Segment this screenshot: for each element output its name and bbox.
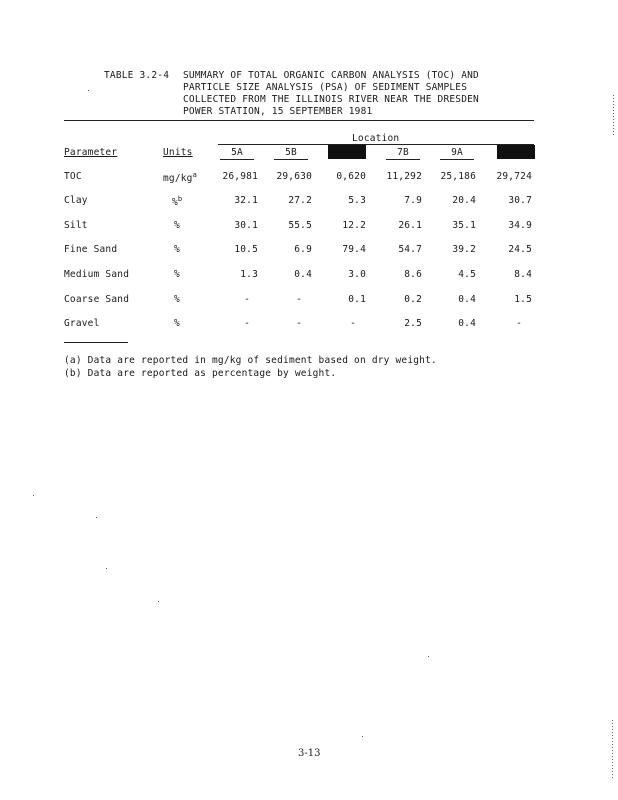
table-title-line-3: COLLECTED FROM THE ILLINOIS RIVER NEAR THE DRESDEN	[183, 94, 479, 105]
row-fine-sand-v2: 6.9	[294, 244, 312, 255]
row-coarse-sand-v6: 1.5	[514, 294, 532, 305]
table-label: TABLE 3.2-4	[104, 70, 170, 81]
row-fine-sand-v3: 79.4	[342, 244, 366, 255]
row-medium-sand-param: Medium Sand	[64, 269, 130, 280]
row-coarse-sand-v3: 0.1	[348, 294, 366, 305]
row-toc-unit-sup: a	[192, 171, 198, 179]
row-toc-v5: 25,186	[440, 171, 476, 182]
row-fine-sand-v4: 54.7	[398, 244, 422, 255]
row-toc-v6: 29,724	[496, 171, 532, 182]
table-title-line-4: POWER STATION, 15 SEPTEMBER 1981	[183, 106, 373, 117]
row-silt-v2: 55.5	[288, 220, 312, 231]
row-fine-sand-v6: 24.5	[508, 244, 532, 255]
page-number: 3-13	[298, 748, 321, 759]
col-header-location-2: 5B	[285, 147, 297, 158]
row-toc-param: TOC	[64, 171, 82, 182]
row-coarse-sand-v5: 0.4	[458, 294, 476, 305]
col-header-parameter: Parameter	[64, 147, 118, 158]
row-gravel-unit: %	[174, 318, 180, 329]
row-coarse-sand-unit: %	[174, 294, 180, 305]
row-silt-v1: 30.1	[234, 220, 258, 231]
col-underline-2	[274, 159, 308, 160]
row-gravel-v2: -	[296, 318, 302, 329]
col-underline-4	[386, 159, 420, 160]
row-medium-sand-v3: 3.0	[348, 269, 366, 280]
row-fine-sand-v5: 39.2	[452, 244, 476, 255]
row-silt-v3: 12.2	[342, 220, 366, 231]
row-silt-v5: 35.1	[452, 220, 476, 231]
row-gravel-param: Gravel	[64, 318, 100, 329]
row-clay-v4: 7.9	[404, 195, 422, 206]
row-silt-unit: %	[174, 220, 180, 231]
scan-speck	[96, 517, 97, 518]
row-coarse-sand-param: Coarse Sand	[64, 294, 130, 305]
row-gravel-v4: 2.5	[404, 318, 422, 329]
row-fine-sand-param: Fine Sand	[64, 244, 118, 255]
scan-speck	[33, 495, 34, 496]
footnote-a: (a) Data are reported in mg/kg of sediment based on dry weight.	[64, 355, 437, 366]
location-header: Location	[352, 133, 400, 144]
scan-speck	[158, 601, 159, 602]
row-gravel-v3: -	[350, 318, 356, 329]
scan-speck	[362, 736, 363, 737]
row-clay-param: Clay	[64, 195, 88, 206]
row-medium-sand-v1: 1.3	[240, 269, 258, 280]
col-underline-5	[440, 159, 474, 160]
row-toc-unit: $mg/kg^a$	[163, 171, 198, 185]
row-silt-param: Silt	[64, 220, 88, 231]
row-medium-sand-v2: 0.4	[294, 269, 312, 280]
col-header-location-1: 5A	[231, 147, 243, 158]
scan-speck	[88, 90, 89, 91]
row-clay-v2: 27.2	[288, 195, 312, 206]
row-gravel-v5: 0.4	[458, 318, 476, 329]
row-medium-sand-v4: 8.6	[404, 269, 422, 280]
row-clay-v6: 30.7	[508, 195, 532, 206]
redacted-location-6	[497, 145, 535, 159]
table-title-line-1: SUMMARY OF TOTAL ORGANIC CARBON ANALYSIS (TOC) AND	[183, 70, 479, 81]
row-fine-sand-unit: %	[174, 244, 180, 255]
row-medium-sand-v5: 4.5	[458, 269, 476, 280]
col-header-location-4: 7B	[397, 147, 409, 158]
row-gravel-v6: -	[516, 318, 522, 329]
col-underline-1	[220, 159, 254, 160]
top-rule	[64, 120, 534, 121]
margin-dots-bottom	[612, 720, 613, 780]
table-title-line-2: PARTICLE SIZE ANALYSIS (PSA) OF SEDIMENT SAMPLES	[183, 82, 468, 93]
redacted-location-3	[328, 145, 366, 159]
col-header-location-5: 9A	[451, 147, 463, 158]
margin-dots-top	[613, 95, 614, 135]
row-coarse-sand-v4: 0.2	[404, 294, 422, 305]
row-toc-v1: 26,981	[222, 171, 258, 182]
footnote-b: (b) Data are reported as percentage by weight.	[64, 368, 337, 379]
col-header-units: Units	[163, 147, 193, 158]
row-clay-v1: 32.1	[234, 195, 258, 206]
location-rule	[218, 144, 534, 145]
row-medium-sand-unit: %	[174, 269, 180, 280]
row-toc-v3: 0,620	[336, 171, 366, 182]
row-clay-v3: 5.3	[348, 195, 366, 206]
row-fine-sand-v1: 10.5	[234, 244, 258, 255]
row-toc-v4: 11,292	[386, 171, 422, 182]
row-clay-unit-sup: b	[177, 195, 183, 203]
row-toc-v2: 29,630	[276, 171, 312, 182]
scan-speck	[428, 656, 429, 657]
scan-speck	[106, 568, 107, 569]
row-coarse-sand-v2: -	[296, 294, 302, 305]
row-silt-v6: 34.9	[508, 220, 532, 231]
row-coarse-sand-v1: -	[244, 294, 250, 305]
row-gravel-v1: -	[244, 318, 250, 329]
row-clay-unit: %$^b$	[172, 195, 183, 209]
row-silt-v4: 26.1	[398, 220, 422, 231]
footnote-rule	[64, 342, 128, 343]
row-clay-v5: 20.4	[452, 195, 476, 206]
row-medium-sand-v6: 8.4	[514, 269, 532, 280]
